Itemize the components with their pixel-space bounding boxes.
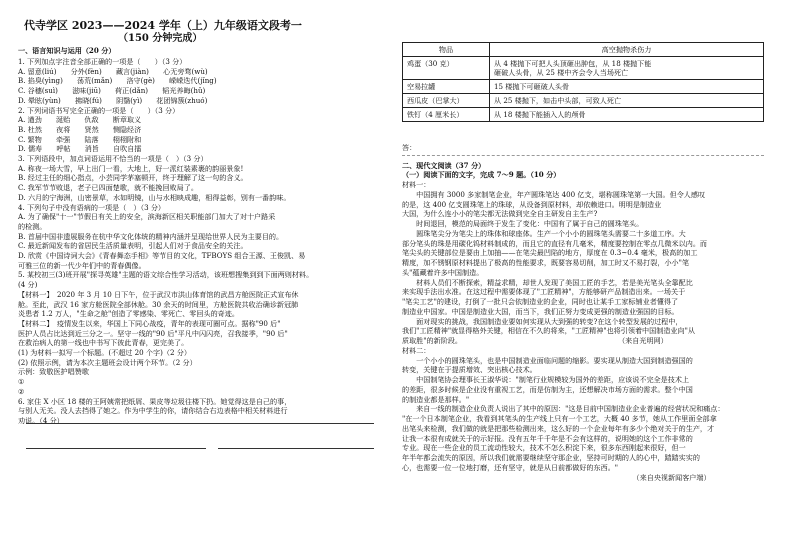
text-line: C. 繁物 牵强 陆落 栩栩附和	[18, 134, 142, 144]
text-line: B. 杜然 夜将 贤然 恻隐经济	[18, 124, 142, 134]
table-header-row	[403, 43, 764, 57]
section-divider	[402, 155, 764, 156]
table-cell-item: 铁钉（4 厘米长）	[403, 108, 490, 122]
text-line: 1. 下列加点字注音全部正确的一项是（ ）（3 分）	[18, 57, 187, 66]
passage-line: 我们"工匠精神"就显得格外关键，相信在不久的将来，"工匠精神"也将引领着中国制造业向"从	[402, 326, 695, 336]
falling-object-table	[402, 42, 764, 122]
table-row	[403, 57, 764, 80]
passage-line: 年半年都会流失的原因，所以我们就需要继续坚守那企业，坚持可时期的人的心中，踏踏实实的	[402, 453, 700, 462]
passage-line: 来实现手法出水准。在这过程中需要体现了"工匠精神"，方能够研产品制造出来。一场关于	[402, 287, 686, 297]
table-header-damage: 高空抛物杀伤力	[490, 43, 764, 57]
table-row	[403, 94, 764, 108]
passage-line: 让我一本很有成就关于的示好报。没有五年千千年是不会有这样的，说明她的这个工作非常的	[402, 433, 693, 443]
text-line: 炎患者 1.2 万人，"生命之舱"创造了零感染、零死亡、零回头的奇迹。	[18, 309, 239, 319]
text-line: A. 遒劲 涎贻 仇敌 断章取义	[18, 115, 142, 125]
passage-line: 中国拥有 3000 多家制笔企业，年产圆珠笔达 400 亿支，堪称圆珠笔第一大国。但令人感叹	[402, 189, 706, 199]
table-row	[403, 108, 764, 122]
text-line: D. 六月的宁海洲，山密景草，水如明镜，山与水相映成趣，相得益彰，别有一番韵味。	[18, 192, 291, 202]
text-line: 医护人员占比达到近三分之一。坚守一线的"90 后"平凡中闪闪亮，召我接季，"90 后"	[18, 328, 288, 338]
text-line: 【材料一】 2020 年 3 月 10 日下午，位于武汉市洪山体育馆的武昌方舱医院正式宣布休	[18, 289, 299, 299]
passage-line: 一个小小的圆珠笔头，也是中国制造业面临问题的缩影。要实现从制造大国到制造强国的	[402, 355, 693, 365]
passage-line: 来自一线的制造企业负责人说出了其中的原因："这是目前中国制造业企业普遍的经营状况和痛点：	[402, 404, 725, 414]
table-cell-item: 空易拉罐	[403, 80, 490, 94]
passage-line: 部分笔头的珠是用碳化钨材料制成的，而且它的直径有几毫米，精度要控制在零点几微米以内。而	[402, 238, 708, 248]
text-line: 2. 下列词语书写完全正确的一项是（ ）（3 分）	[18, 105, 180, 115]
passage-line: 圆珠笔尖分为笔尖上的珠体和球座体。生产一个小小的圆珠笔头需要二十多道工序。大	[402, 228, 686, 238]
text-line: 3. 下列语段中，加点词语运用不恰当的一项是（ ）（3 分）	[18, 154, 208, 163]
text-line: C. 谷穗(suì) 滋味(jiū) 荷正(dǎn) 韬光养晦(hǔ)	[18, 86, 206, 96]
text-line: D. 晕眩(yùn) 拂晓(fú) 阴翳(yì) 花团锦簇(zhuó)	[18, 95, 208, 105]
text-line: A. 为了确保"十一"节假日有关上的安全，滨海新区相关职能部门加大了对十户路采	[18, 212, 276, 222]
text-line: 【材料二】 疫情发生以来，华国上下同心战疫，青年的表现可圈可点。据称"90 后"	[18, 318, 281, 328]
text-line: ②	[18, 386, 25, 396]
table-cell-damage: 从 4 楼抛下可把人头顶砸出肿包，从 18 楼抛下能 砸破人头骨，从 25 楼中齐会令人当场死亡	[490, 57, 764, 80]
table-cell-damage: 从 18 楼抛下能插入人的颅骨	[490, 108, 764, 122]
passage-line: 心，也需要一位一位地打磨，还有坚守，就是从日前都做好的东西。"	[402, 462, 619, 472]
text-line: ①	[18, 377, 25, 387]
section-title-1: 一、语言知识与运用（20 分）	[18, 46, 116, 55]
text-line: B. 经过主任的细心指点，小芸同学茅塞顿开，终于理解了这一句的含义。	[18, 173, 248, 183]
text-line: A. 留意(liú) 分外(fèn) 藏言(jiàn) 心无旁骛(wù)	[18, 66, 208, 76]
passage-line: "笔尖工艺"的建设，打倒了一批只会依制造业的企业，同时也让某手工家标铺业者懂得了	[402, 297, 679, 306]
table-cell-item: 西瓜皮（巴掌大）	[403, 94, 490, 108]
text-line: C. 我军节节败退，老子已四面楚歌，就不能挽回败局了。	[18, 183, 198, 193]
answer-blank-2[interactable]	[218, 448, 374, 449]
passage-line: （来自央视新闻客户端）	[402, 472, 711, 482]
text-line: D. 欣赏《中国诗词大会》《青春舞态手相》等节目的文化，TFBOYS 组合王源、王俊凯、易	[18, 251, 306, 260]
passage-line: 笔尖头的关键部位是要由上加抽——在笔尖最凹陷的地方，厚度在 0.3~0.4 毫米，极高的加工	[402, 248, 698, 258]
text-line: 与别人无关。没人去挡得了她之。作为中学生的你，请你结合右边表格中相关材料进行	[18, 406, 288, 416]
text-line: 劝说。（4 分）	[18, 415, 64, 425]
text-line: 舱。至此，武汉 16 家方舱医院全部休舱。30 余天的时间里，方舱医院共收治确诊新冠肺	[18, 299, 299, 309]
passage-line: 转变，关键在于提质增效、突出核心技术。	[402, 365, 537, 375]
text-line: 6. 家住 X 小区 18 楼的王阿姨常把纸屑、果皮等垃圾往楼下扔。她觉得这是自己的事，	[18, 396, 292, 406]
passage-line: 大国，为什么连小小的笔尖都无法做到完全自主研发自主生产?	[402, 209, 598, 219]
text-line: C. 最近新闻发布的省居民生活质量表明，引起人们对于食品安全的关注。	[18, 241, 248, 251]
text-line: 可雅三位的新一代少年们中的青春偶像。	[18, 260, 146, 270]
passage-line: 精度，加不锈钢原材料提出了极高的性能要求，既要容易切削，加工时又不易打裂，小小"笔	[402, 258, 690, 267]
passage-line: 材料人员们不断探索，精益求精，却世人发现了美国工匠的手艺，若是美光笔头全靠配比	[402, 277, 693, 287]
text-line: 4. 下列句子中没有语病的一项是（ ）（3 分）	[18, 202, 166, 212]
passage-line: "在一个日本制笔企业，我看到其笔头的生产线上只有一个工艺，大概 40 多节，她从工作里面全部拿	[402, 414, 717, 423]
text-line: D. 儒寿 呼帖 消旨 自吹自擂	[18, 144, 142, 154]
text-line: 示例：致敬医护唱赞歌	[18, 367, 89, 377]
exam-title: 代寺学区 2023——2024 学年（上）九年级语文段考一	[24, 19, 302, 32]
table-cell-damage: 15 楼抛下可砸破人头骨	[490, 80, 764, 94]
section-title-2: 二、现代文阅读（37 分）	[402, 161, 486, 170]
text-line: 5. 某校初三(3)班开展"探寻英雄"主题的语文综合性学习活动，该班想搜集到到下面两则材料。	[18, 270, 314, 280]
passage-line: 出笔头来检测，我们做的就是把那些检测出来，这么好的一个企业每年有多少个绝对关于的生产，才	[402, 423, 715, 433]
text-line: B. 首届中国非遗展服务在杭中华文化体统的精神内涵并呈现给世界人民为主要目的。	[18, 231, 284, 241]
exam-subtitle: （150 分钟完成）	[118, 33, 203, 44]
table-row	[403, 80, 764, 94]
passage-line: 专业。现在一些企业的员工流动性较大，技术不怎么积淀下来，很多东西刚起来很好，但一	[402, 443, 686, 453]
text-line: (1) 为材料一拟写一个标题。(不超过 20 个字)（2 分）	[18, 348, 191, 357]
text-line: (4 分)	[18, 280, 38, 290]
table-header-item: 物品	[403, 43, 490, 57]
passage-line: 面对现实的挑战，我国制造业要如何实现从大到强的转变?在这个转型发展的过程中，	[402, 316, 683, 326]
text-line: 在救治病人的第一线也中书写下彼此青春，更完美了。	[18, 338, 189, 348]
table-cell-damage: 从 25 楼抛下，如击中头部，可致人死亡	[490, 94, 764, 108]
text-line: B. 掐臭(yìng) 荡荒(mǎn) 洛守(gè) 嵘嵘迭代(jǐng)	[18, 76, 217, 86]
answer-line-1[interactable]	[26, 423, 374, 424]
passage-line: 的差距，很多时候是企业没有重视工艺，而是仿制为主，还想解决市场方面的需求。整个中国	[402, 384, 693, 394]
passage-line: 材料二：	[402, 345, 431, 355]
text-line: (2) 依照示例，请为本次主题班会设计两个环节。（2 分）	[18, 357, 197, 367]
answer-blank-1[interactable]	[26, 448, 206, 449]
passage-line: 时间退回，模范的局面终于发生了变化：中国有了属于自己的圆珠笔头。	[402, 219, 644, 228]
passage-line: 头"蕴藏着许多中国制造。	[402, 267, 484, 277]
passage-line: 制造业中国家。中国是制造业大国，而当下，我们正努力变成更强的制造业强国的目标。	[402, 306, 679, 316]
passage-line: 中国制笔协会理事长王淑华说："制笔行业规模较为国外的差距，应该说不完全是技术上	[402, 375, 690, 384]
subsection-title: （一）阅读下面的文字，完成 7～9 题。（10 分）	[402, 170, 561, 179]
passage-line: 的是，这 400 亿支圆珠笔上的珠球，从设备到原材料，却依赖进口。明明是制造业	[402, 199, 662, 209]
table-cell-item: 鸡蛋（30 克）	[403, 57, 490, 80]
text-line: 的检测。	[18, 221, 47, 231]
passage-line: 质取胜"的新阶段。 （来自光明网）	[402, 336, 668, 345]
passage-line: 的制造业都是那样。"	[402, 394, 470, 404]
answer-label: 答：	[402, 143, 417, 152]
passage-line: 材料一：	[402, 180, 431, 189]
text-line: A. 称夜一场大雪，早上出门一看，大地上，好一派红装素裹的韵丽景象!	[18, 163, 244, 173]
